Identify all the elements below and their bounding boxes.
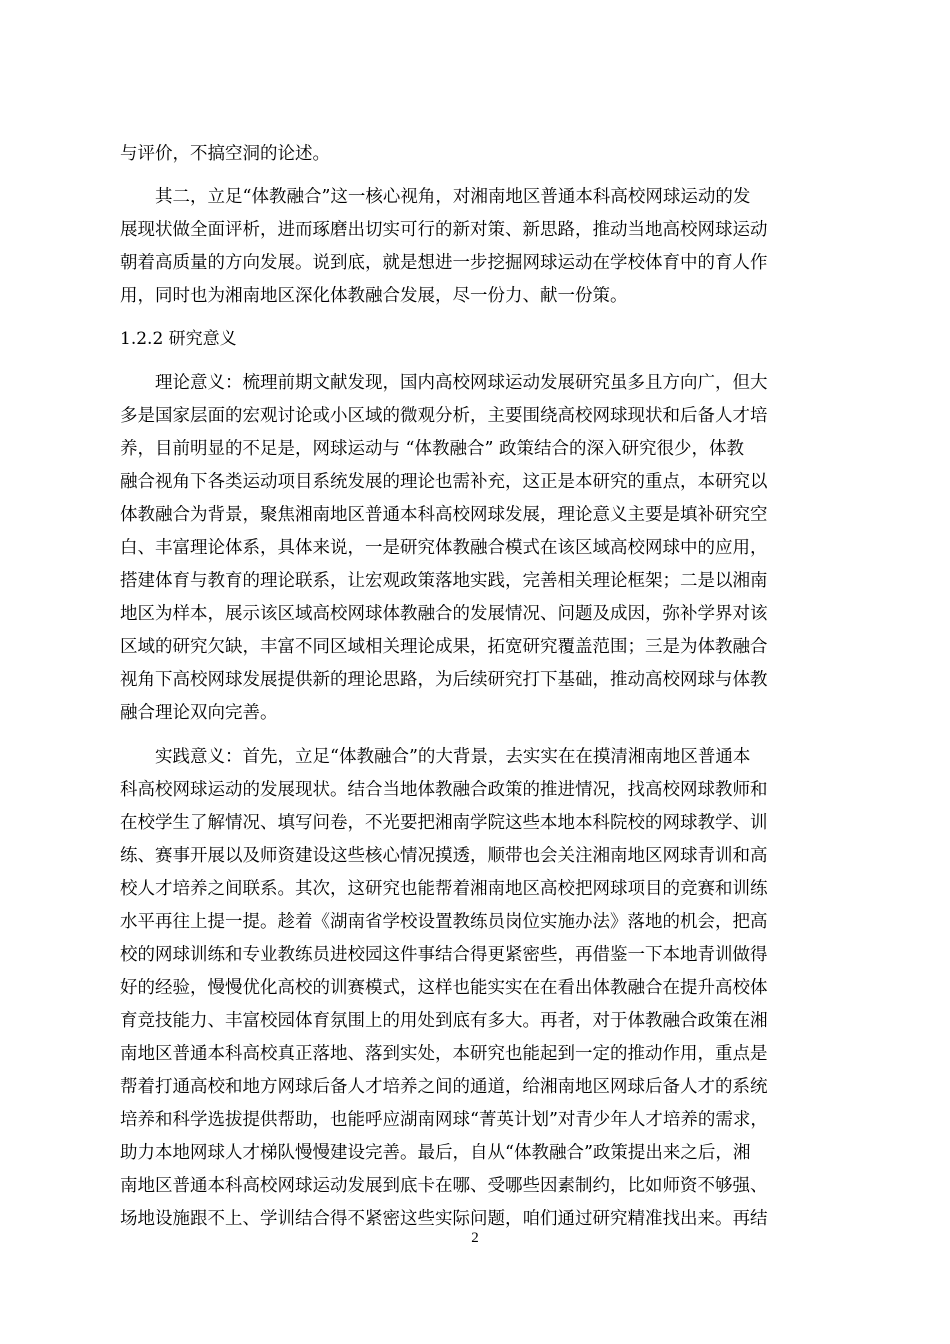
text-line: 在校学生了解情况、填写问卷，不光要把湘南学院这些本地本科院校的网球教学、训 <box>120 813 768 833</box>
text-line: 校的网球训练和专业教练员进校园这件事结合得更紧密些，再借鉴一下本地青训做得 <box>120 945 768 965</box>
text-line: 养，目前明显的不足是，网球运动与 “体教融合” 政策结合的深入研究很少，体教 <box>120 439 745 459</box>
text-line: 其二，立足“体教融合”这一核心视角，对湘南地区普通本科高校网球运动的发 <box>155 187 751 207</box>
text-line: 融合视角下各类运动项目系统发展的理论也需补充，这正是本研究的重点，本研究以 <box>120 472 768 492</box>
text-line: 水平再往上提一提。趁着《湖南省学校设置教练员岗位实施办法》落地的机会，把高 <box>120 912 768 932</box>
text-line: 融合理论双向完善。 <box>120 703 278 723</box>
text-line: 视角下高校网球发展提供新的理论思路，为后续研究打下基础，推动高校网球与体教 <box>120 670 768 690</box>
text-line: 体教融合为背景，聚焦湘南地区普通本科高校网球发展，理论意义主要是填补研究空 <box>120 505 768 525</box>
page-number: 2 <box>471 1230 479 1246</box>
text-line: 地区为样本，展示该区域高校网球体教融合的发展情况、问题及成因，弥补学界对该 <box>120 604 768 624</box>
text-line: 多是国家层面的宏观讨论或小区域的微观分析，主要围绕高校网球现状和后备人才培 <box>120 406 768 426</box>
text-line: 展现状做全面评析，进而琢磨出切实可行的新对策、新思路，推动当地高校网球运动 <box>120 220 768 240</box>
text-line: 搭建体育与教育的理论联系，让宏观政策落地实践，完善相关理论框架；二是以湘南 <box>120 571 768 591</box>
text-line: 场地设施跟不上、学训结合得不紧密这些实际问题，咱们通过研究精准找出来。再结 <box>120 1209 768 1229</box>
text-line: 科高校网球运动的发展现状。结合当地体教融合政策的推进情况，找高校网球教师和 <box>120 780 768 800</box>
text-line: 南地区普通本科高校真正落地、落到实处，本研究也能起到一定的推动作用，重点是 <box>120 1044 768 1064</box>
text-line: 南地区普通本科高校网球运动发展到底卡在哪、受哪些因素制约，比如师资不够强、 <box>120 1176 768 1196</box>
text-line: 帮着打通高校和地方网球后备人才培养之间的通道，给湘南地区网球后备人才的系统 <box>120 1077 768 1097</box>
section-heading: 1.2.2 研究意义 <box>120 329 237 349</box>
text-line: 朝着高质量的方向发展。说到底，就是想进一步挖掘网球运动在学校体育中的育人作 <box>120 253 768 273</box>
text-line: 好的经验，慢慢优化高校的训赛模式，这样也能实实在在看出体教融合在提升高校体 <box>120 978 768 998</box>
text-line: 校人才培养之间联系。其次，这研究也能帮着湘南地区高校把网球项目的竞赛和训练 <box>120 879 768 899</box>
text-line: 区域的研究欠缺，丰富不同区域相关理论成果，拓宽研究覆盖范围；三是为体教融合 <box>120 637 768 657</box>
text-line: 育竞技能力、丰富校园体育氛围上的用处到底有多大。再者，对于体教融合政策在湘 <box>120 1011 768 1031</box>
text-line: 理论意义：梳理前期文献发现，国内高校网球运动发展研究虽多且方向广，但大 <box>155 373 768 393</box>
text-line: 用，同时也为湘南地区深化体教融合发展，尽一份力、献一份策。 <box>120 286 628 306</box>
text-line: 助力本地网球人才梯队慢慢建设完善。最后，自从“体教融合”政策提出来之后，湘 <box>120 1143 751 1163</box>
text-line: 练、赛事开展以及师资建设这些核心情况摸透，顺带也会关注湘南地区网球青训和高 <box>120 846 768 866</box>
text-line: 培养和科学选拔提供帮助，也能呼应湖南网球“菁英计划”对青少年人才培养的需求， <box>120 1110 768 1130</box>
text-line: 与评价，不搞空洞的论述。 <box>120 144 330 164</box>
text-line: 白、丰富理论体系，具体来说，一是研究体教融合模式在该区域高校网球中的应用， <box>120 538 768 558</box>
text-line: 实践意义：首先，立足“体教融合”的大背景，去实实在在摸清湘南地区普通本 <box>155 747 751 767</box>
